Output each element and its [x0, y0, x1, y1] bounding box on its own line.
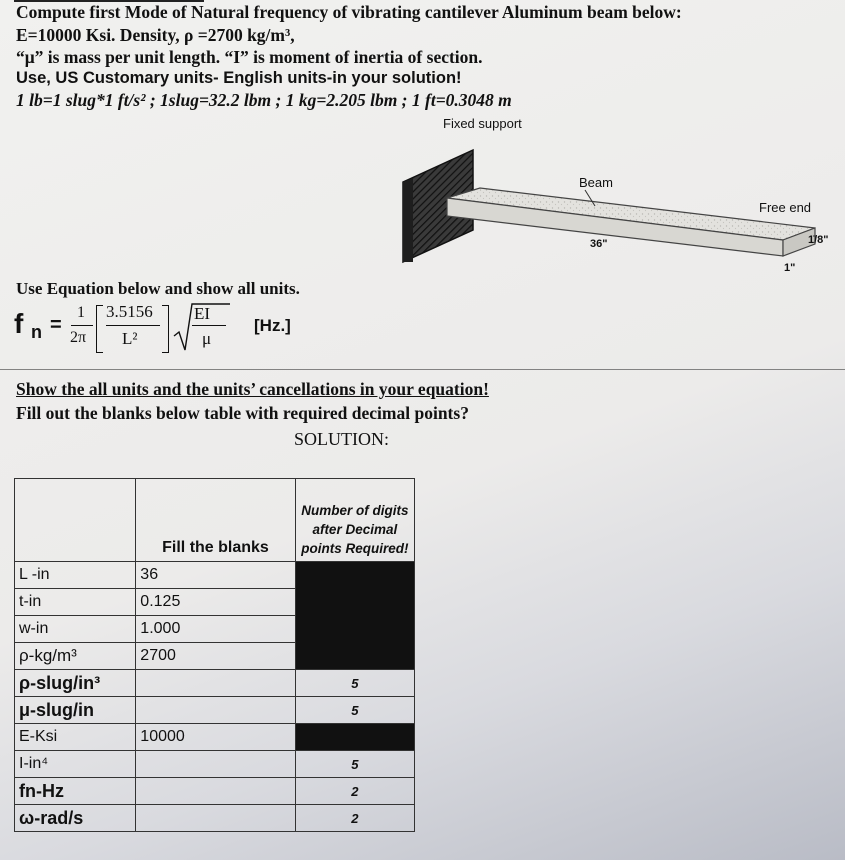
length-dimension-label: 36" [590, 238, 608, 250]
table-header-row [15, 479, 415, 562]
blacked-out-cell [295, 724, 414, 751]
right-bracket [162, 305, 169, 353]
row-decimals: 5 [295, 751, 414, 778]
solution-heading: SOLUTION: [294, 429, 389, 449]
row-label: ρ-kg/m³ [15, 643, 136, 670]
table-header-fill: Fill the blanks [136, 479, 295, 562]
row-value[interactable] [136, 805, 295, 832]
row-decimals: 2 [295, 805, 414, 832]
row-value[interactable] [136, 670, 295, 697]
row-decimals: 5 [295, 697, 414, 724]
data-table [14, 478, 415, 832]
row-value[interactable]: 2700 [136, 643, 295, 670]
equation-length-squared: L² [122, 329, 138, 348]
row-value[interactable]: 10000 [136, 724, 295, 751]
row-label: fn-Hz [15, 778, 136, 805]
frequency-equation [14, 302, 334, 362]
equation-equals: = [50, 314, 62, 336]
table-row [15, 697, 415, 724]
table-header-label [15, 479, 136, 562]
table-row [15, 751, 415, 778]
problem-line-3: “μ” is mass per unit length. “I” is moment of inertia of section. [16, 47, 483, 67]
free-end-label: Free end [759, 200, 812, 215]
table-row [15, 805, 415, 832]
equation-unit: [Hz.] [254, 316, 291, 335]
equation-lhs-subscript: n [31, 322, 42, 342]
equation-coefficient: 3.5156 [106, 302, 153, 321]
row-label: ρ-slug/in³ [15, 670, 136, 697]
row-label: w-in [15, 616, 136, 643]
table-row [15, 562, 415, 589]
row-value[interactable] [136, 778, 295, 805]
problem-line-2: E=10000 Ksi. Density, ρ =2700 kg/m³, [16, 25, 295, 45]
row-value[interactable]: 1.000 [136, 616, 295, 643]
table-row [15, 724, 415, 751]
show-units-instruction: Show the all units and the units’ cancellations in your equation! [16, 379, 489, 399]
thickness-dimension-label: 1/8" [808, 234, 829, 246]
equation-mu: μ [202, 329, 212, 348]
row-value[interactable]: 36 [136, 562, 295, 589]
equation-frac-num: 1 [77, 304, 85, 321]
table-row [15, 778, 415, 805]
problem-line-1: Compute first Mode of Natural frequency of vibrating cantilever Aluminum beam below: [16, 2, 682, 22]
section-divider [0, 369, 845, 370]
equation-frac-den: 2π [70, 329, 87, 346]
blacked-out-cell [295, 562, 414, 670]
frac-bar [71, 325, 93, 326]
fill-table-instruction: Fill out the blanks below table with required decimal points? [16, 403, 469, 423]
equation-instruction: Use Equation below and show all units. [16, 279, 300, 298]
row-value[interactable] [136, 697, 295, 724]
fixed-support-label: Fixed support [443, 116, 522, 131]
coef-bar [106, 325, 160, 326]
table-header-decimals: Number of digits after Decimal points Required! [295, 479, 414, 562]
equation-lhs: f [14, 308, 24, 339]
row-decimals: 2 [295, 778, 414, 805]
row-label: ω-rad/s [15, 805, 136, 832]
width-dimension-label: 1" [784, 262, 796, 274]
row-value[interactable] [136, 751, 295, 778]
row-label: I-in⁴ [15, 751, 136, 778]
sqrt-frac-bar [192, 325, 226, 326]
row-decimals: 5 [295, 670, 414, 697]
row-value[interactable]: 0.125 [136, 589, 295, 616]
problem-line-5: 1 lb=1 slug*1 ft/s² ; 1slug=32.2 lbm ; 1 kg=2.205 lbm ; 1 ft=0.3048 m [16, 90, 512, 110]
row-label: μ-slug/in [15, 697, 136, 724]
row-label: E-Ksi [15, 724, 136, 751]
equation-ei: EI [194, 304, 211, 323]
problem-line-4: Use, US Customary units- English units-in your solution! [16, 69, 462, 87]
beam-label: Beam [579, 175, 613, 190]
table-row [15, 670, 415, 697]
row-label: t-in [15, 589, 136, 616]
left-bracket [96, 305, 103, 353]
row-label: L -in [15, 562, 136, 589]
